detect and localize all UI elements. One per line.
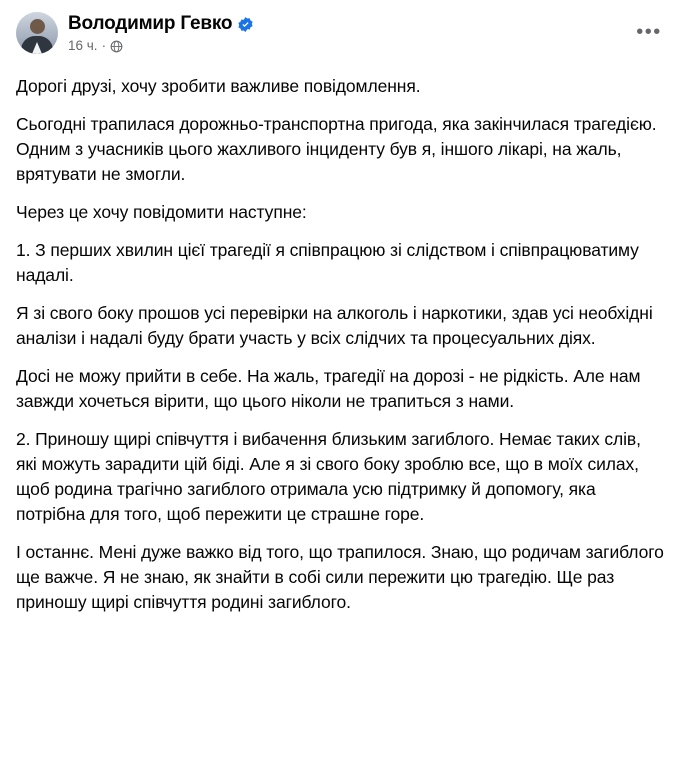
post-header (16, 12, 665, 60)
post-paragraph: І останнє. Мені дуже важко від того, що трапилося. Знаю, що родичам загиблого ще важче. Я не знаю, як знайти в собі сили пережити цю трагедію. Ще раз приношу щирі співчуття родині загиблого. (16, 542, 664, 612)
post-paragraph: Дорогі друзі, хочу зробити важливе повідомлення. (16, 76, 421, 96)
avatar-head (30, 19, 45, 34)
post-paragraph: 1. З перших хвилин цієї трагедії я співпрацюю зі слідством і співпрацюватиму надалі. (16, 240, 639, 285)
post-body (16, 60, 665, 615)
post-paragraph: 2. Приношу щирі співчуття і вибачення близьким загиблого. Немає таких слів, які можуть зарадити цій біді. Але я зі свого боку зроблю все, що в моїх силах, щоб родина трагічно загиблого отримала усю підтримку й допомогу, яка потрібна для того, щоб пережити це страшне горе. (16, 429, 641, 524)
post-paragraph: Сьогодні трапилася дорожньо-транспортна пригода, яка закінчилася трагедією. Одним з учасників цього жахливого інциденту був я, іншого лікарі, на жаль, врятувати не змогли. (16, 114, 657, 184)
avatar[interactable] (16, 12, 58, 54)
post-timestamp[interactable]: 16 ч. (68, 38, 98, 53)
post-header-text (68, 12, 254, 54)
author-row (68, 13, 254, 35)
author-name[interactable]: Володимир Гевко (68, 13, 233, 34)
post-paragraph: Через це хочу повідомити наступне: (16, 202, 307, 222)
meta-separator: · (101, 38, 107, 53)
globe-icon[interactable] (110, 40, 123, 53)
post-paragraph: Я зі свого боку прошов усі перевірки на алкоголь і наркотики, здав усі необхідні аналізи і надалі буду брати участь у всіх слідчих та процесуальних діях. (16, 303, 653, 348)
post-paragraph: Досі не можу прийти в себе. На жаль, трагедії на дорозі - не рідкість. Але нам завжди хочеться вірити, що цього ніколи не трапиться з нами. (16, 366, 641, 411)
post-meta (68, 38, 254, 54)
post-options-button[interactable]: ••• (636, 21, 662, 43)
verified-badge-icon (237, 16, 254, 33)
